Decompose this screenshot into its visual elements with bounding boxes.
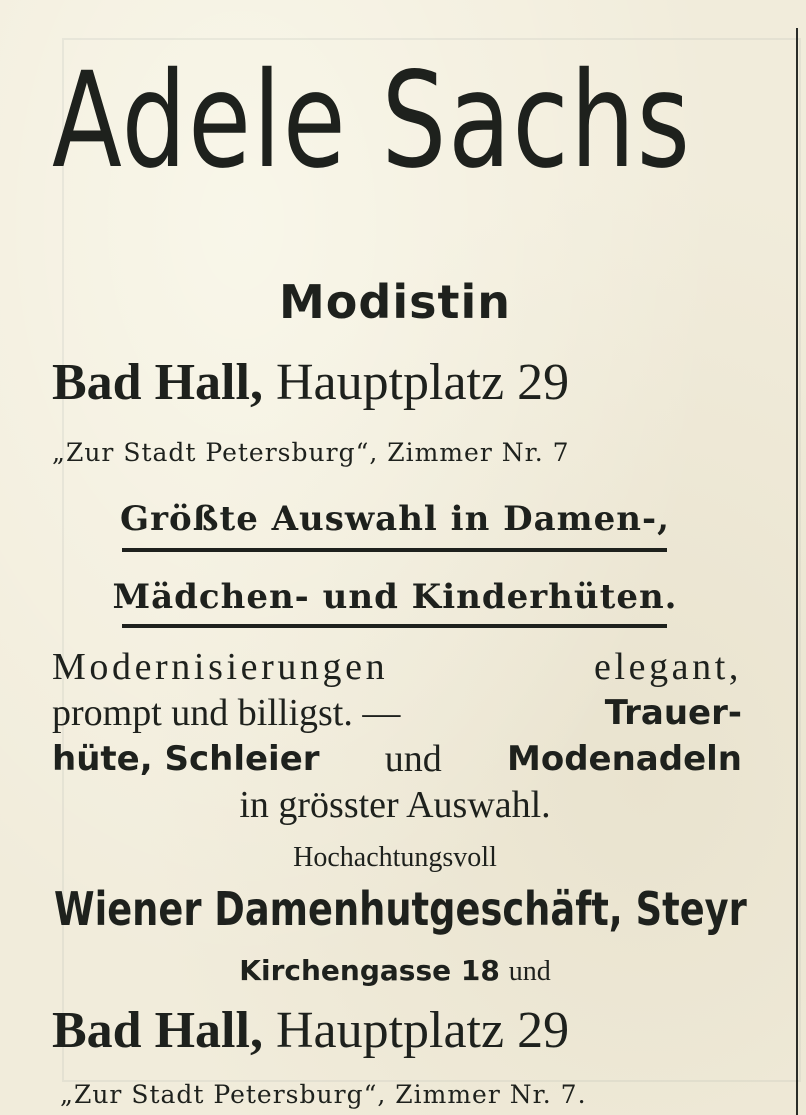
body-trauer: Trauer-	[604, 693, 742, 733]
body-huete-schleier: hüte, Schleier	[52, 739, 320, 779]
column-edge-rule	[796, 28, 798, 1115]
hotel-line: „Zur Stadt Petersburg“, Zimmer Nr. 7	[52, 438, 570, 467]
branch-address-street: Hauptplatz 29	[275, 1002, 570, 1059]
offer-line-2: Mädchen- und Kinderhüten.	[112, 577, 678, 617]
branch-street: Kirchengasse 18	[239, 954, 500, 987]
firm-name: Wiener Damenhutgeschäft, Steyr	[54, 882, 747, 936]
address-town: Bad Hall,	[52, 354, 263, 411]
body-line-3	[52, 736, 742, 782]
profession-heading: Modistin	[279, 275, 511, 329]
offer-rule-top	[122, 548, 667, 552]
branch-street-line	[0, 950, 790, 993]
body-und: und	[384, 738, 442, 780]
branch-hotel-line: „Zur Stadt Petersburg“, Zimmer Nr. 7.	[60, 1080, 587, 1109]
branch-und: und	[508, 956, 551, 987]
body-line-2	[52, 690, 742, 736]
advert-name: Adele Sachs	[52, 44, 692, 198]
body-prompt: prompt und billigst. —	[52, 692, 401, 734]
branch-address-line	[52, 1000, 752, 1062]
body-line-4: in grösster Auswahl.	[239, 784, 551, 826]
body-modernisierungen: Modernisierungen	[52, 646, 389, 688]
address-street: Hauptplatz 29	[275, 354, 570, 411]
address-line	[52, 352, 752, 414]
body-elegant: elegant,	[593, 646, 742, 688]
branch-town: Bad Hall,	[52, 1002, 263, 1059]
offer-rule-bottom	[122, 624, 667, 628]
offer-line-1: Größte Auswahl in Damen-,	[120, 499, 670, 539]
body-modenadeln: Modenadeln	[507, 739, 742, 779]
greeting: Hochachtungsvoll	[293, 842, 497, 873]
body-line-1	[52, 644, 742, 690]
